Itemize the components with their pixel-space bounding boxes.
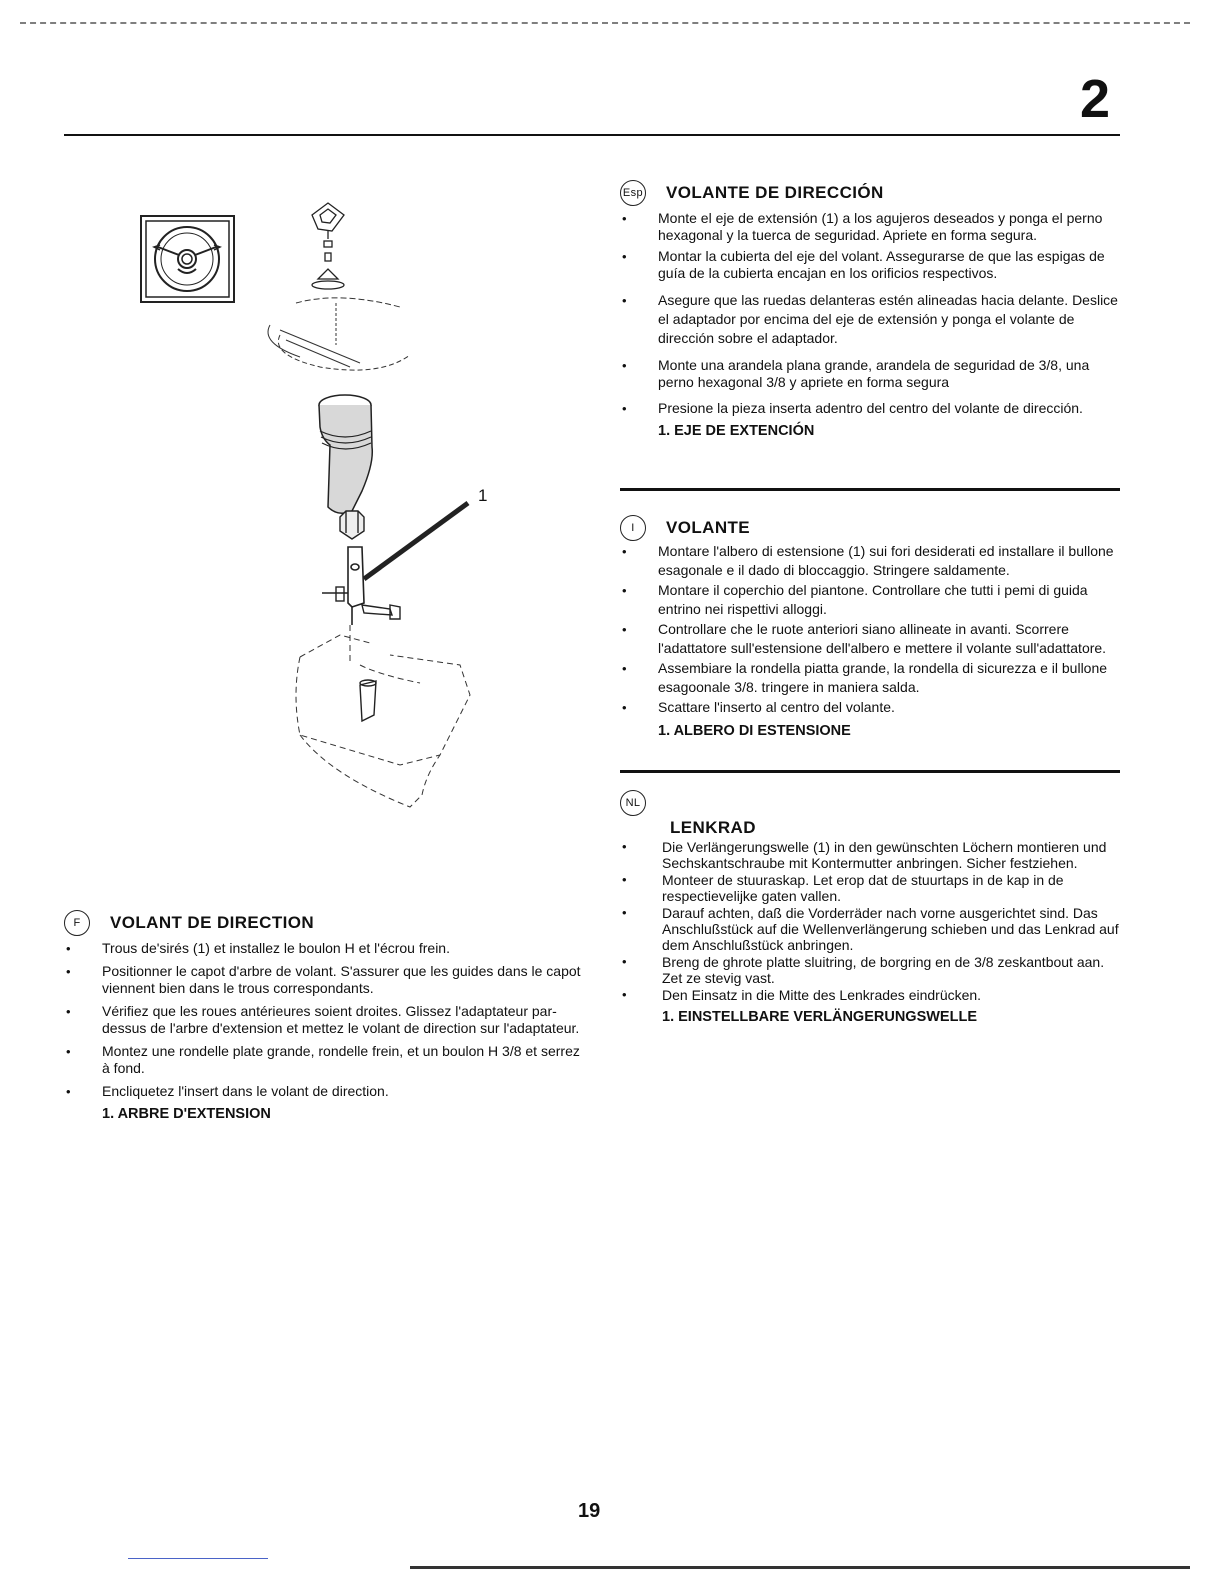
- instruction-list: [620, 210, 1120, 417]
- section-heading: VOLANT DE DIRECTION: [110, 913, 315, 932]
- language-badge-it: I: [620, 515, 646, 541]
- section-french: [64, 910, 584, 1122]
- steering-wheel-thumbnail: [140, 215, 235, 303]
- language-badge-fr: F: [64, 910, 90, 936]
- section-heading: VOLANTE: [666, 518, 751, 537]
- scan-artifact-line: [128, 1558, 268, 1559]
- list-item: • Darauf achten, daß die Vorderräder nach vorne ausgerichtet sind. Das Anschlußstück auf die Wellenverlängerung schieben und das Lenkrad auf dem Anschlußstück anbringen.: [620, 905, 1120, 953]
- language-badge-es: Esp: [620, 180, 646, 206]
- list-item: • Montez une rondelle plate grande, rondelle frein, et un boulon H 3/8 et serrez à fond.: [64, 1043, 584, 1077]
- section-divider: [620, 770, 1120, 773]
- steering-wheel-rim: [268, 298, 410, 370]
- section-title: [620, 515, 1120, 541]
- page-number: 19: [578, 1500, 601, 1522]
- section-heading: VOLANTE DE DIRECCIÓN: [666, 183, 884, 202]
- section-italian: [620, 515, 1120, 739]
- steering-wheel-icon: [142, 217, 233, 301]
- list-item: • Asegure que las ruedas delanteras estén alineadas hacia delante. Deslice el adaptador por encima del eje de extensión y ponga el volante de dirección sobre el adaptador.: [620, 291, 1120, 348]
- section-title: [620, 180, 1120, 206]
- list-item: • Trous de'sirés (1) et installez le boulon H et l'écrou frein.: [64, 940, 584, 957]
- list-item: • Montare l'albero di estensione (1) sui fori desiderati ed installare il bullone esagonale e il dado di bloccaggio. Stringere saldamente.: [620, 542, 1120, 580]
- center-insert-icon: [312, 203, 344, 289]
- list-item: • Montare il coperchio del piantone. Controllare che tutti i pemi di guida entrino nei rispettivi alloggi.: [620, 581, 1120, 619]
- section-divider: [620, 488, 1120, 491]
- list-item: • Monteer de stuuraskap. Let erop dat de stuurtaps in de kap in de respectievelijke gaten vallen.: [620, 872, 1120, 904]
- instruction-list: [64, 940, 584, 1100]
- steering-column-shaft: [360, 680, 376, 721]
- extension-shaft: [348, 503, 468, 625]
- list-item: • Scattare l'inserto al centro del volante.: [620, 698, 1120, 717]
- list-item: • Breng de ghrote platte sluitring, de borgring en de 3/8 zeskantbout aan. Zet ze stevig vast.: [620, 954, 1120, 986]
- steering-assembly-diagram: [240, 195, 500, 825]
- list-item: • Den Einsatz in die Mitte des Lenkrades eindrücken.: [620, 987, 1120, 1003]
- instruction-list: [620, 542, 1120, 717]
- shaft-cover-boot: [319, 395, 372, 513]
- instruction-list: [620, 839, 1120, 1003]
- section-title: [620, 790, 1120, 838]
- list-item: • Vérifiez que les roues antérieures soient droites. Glissez l'adaptateur par-dessus de l'arbre d'extension et mettez le volant de direction sur l'adaptateur.: [64, 1003, 584, 1037]
- adapter-nut: [340, 511, 364, 539]
- section-title: [64, 910, 584, 936]
- part-reference: 1. ALBERO DI ESTENSIONE: [658, 723, 851, 739]
- list-item: • Monte el eje de extensión (1) a los agujeros deseados y ponga el perno hexagonal y la tuerca de seguridad. Apriete en forma segura.: [620, 210, 1120, 244]
- part-reference: 1. ARBRE D'EXTENSION: [102, 1106, 271, 1122]
- callout-1: 1: [478, 486, 488, 505]
- list-item: • Controllare che le ruote anteriori siano allineate in avanti. Scorrere l'adattatore sull'estensione dell'albero e mettere il volante sull'adattatore.: [620, 620, 1120, 658]
- section-heading: LENKRAD: [670, 818, 756, 837]
- scan-border-top: [20, 22, 1190, 24]
- part-reference: 1. EINSTELLBARE VERLÄNGERUNGSWELLE: [662, 1009, 977, 1025]
- chapter-number: 2: [1080, 69, 1111, 129]
- list-item: • Monte una arandela plana grande, arandela de seguridad de 3/8, una perno hexagonal 3/8 y apriete en forma segura: [620, 357, 1120, 391]
- header-rule: [64, 134, 1120, 136]
- footer-rule: [410, 1566, 1190, 1569]
- section-spanish: [620, 180, 1120, 439]
- list-item: • Positionner le capot d'arbre de volant. S'assurer que les guides dans le capot viennent bien dans le trous correspondants.: [64, 963, 584, 997]
- list-item: • Die Verlängerungswelle (1) in den gewünschten Löchern montieren und Sechskantschraube mit Kontermutter anbringen. Sicher festziehen.: [620, 839, 1120, 871]
- steering-column-base: [296, 625, 470, 807]
- language-badge-nl: NL: [620, 790, 646, 816]
- list-item: • Assembiare la rondella piatta grande, la rondella di sicurezza e il bullone esagoonale 3/8. tringere in maniera salda.: [620, 659, 1120, 697]
- list-item: • Montar la cubierta del eje del volant. Assegurarse de que las espigas de guía de la cubierta encajan en los orificios respectivos.: [620, 248, 1120, 282]
- list-item: • Encliquetez l'insert dans le volant de direction.: [64, 1083, 584, 1100]
- part-reference: 1. EJE DE EXTENCIÓN: [658, 423, 815, 439]
- section-german-dutch: [620, 790, 1120, 1025]
- list-item: • Presione la pieza inserta adentro del centro del volante de dirección.: [620, 400, 1120, 417]
